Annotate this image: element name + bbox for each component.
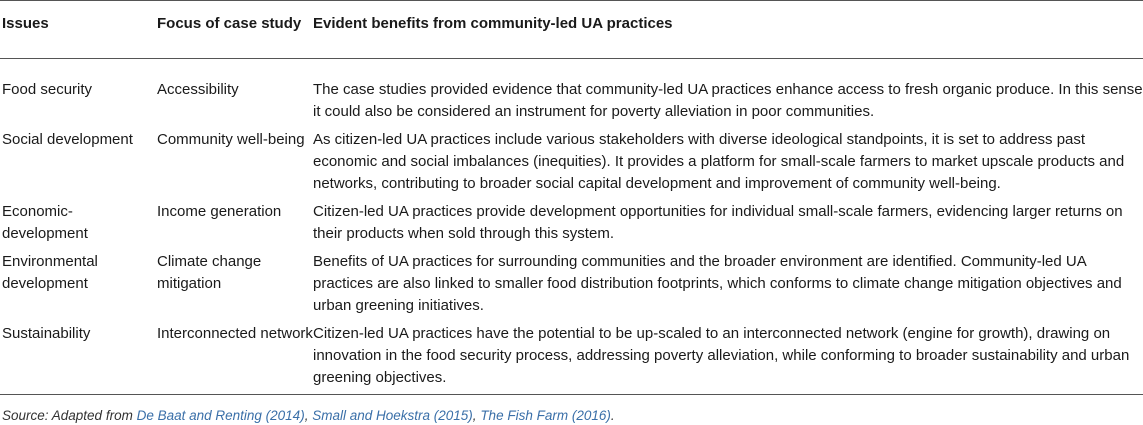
source-prefix: Source: Adapted from: [2, 408, 137, 423]
cell-benefit: Benefits of UA practices for surrounding communities and the broader environment are identified. Community-led UA practices are also linked to smaller food distribution footprints, which conforms to climate change mitigation objectives and urban greening initiatives.: [313, 253, 1122, 314]
source-note: [0, 407, 1143, 425]
header-issues: Issues: [0, 1, 157, 59]
cell-issue: Sustainability: [0, 320, 157, 395]
cell-focus: Income generation: [157, 203, 282, 220]
table-row: [0, 198, 1143, 248]
cell-benefit: The case studies provided evidence that community-led UA practices enhance access to fresh organic produce. In this sense it could also be considered an instrument for poverty alleviation in poor communities.: [313, 81, 1143, 120]
table-row: [0, 126, 1143, 198]
table-body: [0, 59, 1143, 395]
header-benefits: Evident benefits from community-led UA practices: [313, 1, 1143, 59]
reference-link-small-hoekstra[interactable]: Small and Hoekstra (2015): [312, 408, 473, 423]
table-header: [0, 1, 1143, 59]
cell-issue: Environmental development: [2, 253, 98, 292]
source-suffix: .: [610, 408, 615, 423]
cell-benefit: Citizen-led UA practices provide development opportunities for individual small-scale farmers, evidencing larger returns on their products when sold through this system.: [313, 203, 1123, 242]
header-row: [0, 1, 1143, 59]
table-row: [0, 59, 1143, 127]
table-row: [0, 320, 1143, 395]
cell-issue: Economic-development: [2, 203, 88, 242]
cell-issue: Social development: [2, 131, 133, 148]
table-row: [0, 248, 1143, 320]
source-separator: ,: [304, 408, 313, 423]
cell-focus: Interconnected network: [157, 320, 313, 395]
cell-focus: Accessibility: [157, 81, 239, 98]
cell-focus: Climate change mitigation: [157, 253, 262, 292]
source-separator: ,: [472, 408, 481, 423]
cell-issue: Food security: [2, 81, 93, 98]
cell-benefit: Citizen-led UA practices have the potential to be up-scaled to an interconnected network (engine for growth), drawing on innovation in the food security process, addressing poverty alleviation, while conforming to broader sustainability and urban greening objectives.: [313, 320, 1143, 395]
reference-link-fish-farm[interactable]: The Fish Farm (2016): [480, 408, 611, 423]
cell-focus: Community well-being: [157, 131, 305, 148]
cell-benefit: As citizen-led UA practices include various stakeholders with diverse ideological standpoints, it is set to address past economic and social imbalances (inequities). It provides a platform for small-scale farmers to market upscale products and networks, contributing to broader social capital development and improvement of community well-being.: [313, 131, 1125, 192]
reference-link-de-baat[interactable]: De Baat and Renting (2014): [136, 408, 305, 423]
header-focus: Focus of case study: [157, 1, 313, 59]
